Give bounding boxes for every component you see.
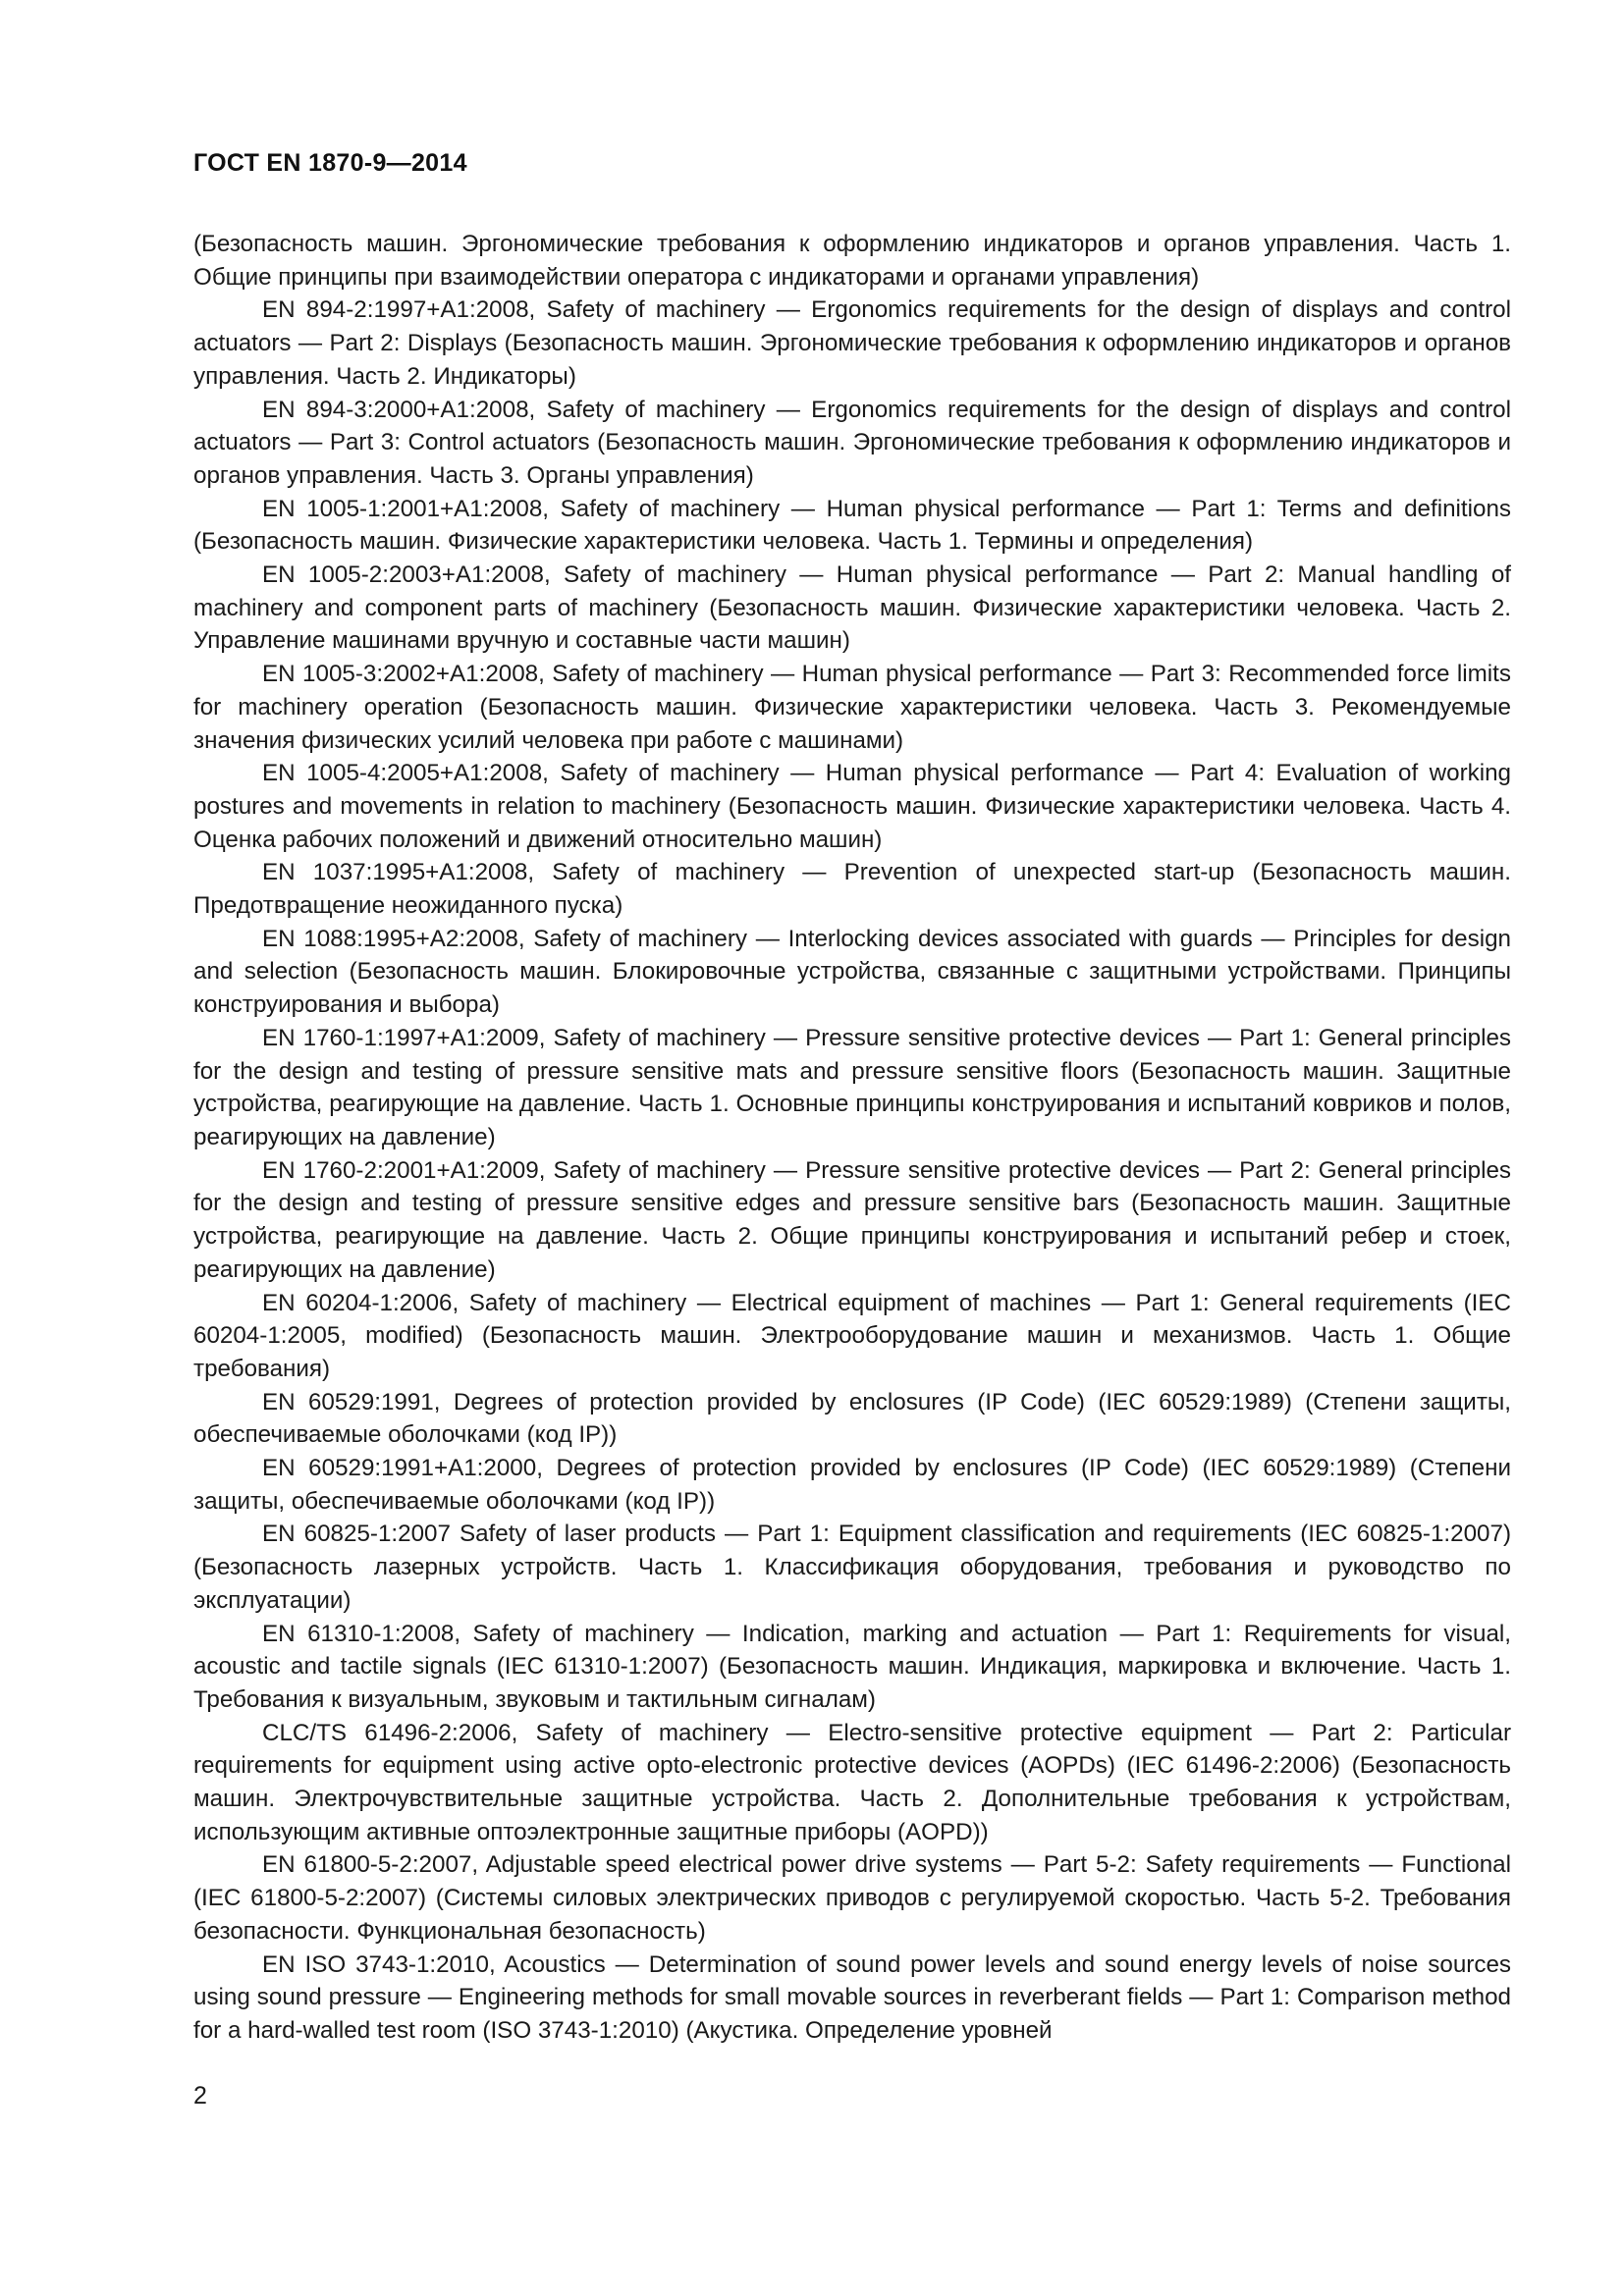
- reference-clc-ts-61496-2: CLC/TS 61496-2:2006, Safety of machinery — Electro-sensitive protective equipment — Part 2: Particular requirements for equipment using active opto-electronic protective devices (AOPDs) (IEC 61496-2:2006) (Безопасность машин. Электрочувствительные защитные устройства. Часть 2. Дополнительные требования к устройствам, использующим активные оптоэлектронные защитные приборы (AOPD)): [193, 1719, 1511, 1845]
- paragraph-continuation: (Безопасность машин. Эргономические требования к оформлению индикаторов и органов управления. Часть 1. Общие принципы при взаимодействии оператора с индикаторами и органами управления): [193, 231, 1511, 291]
- reference-en-60529-a1: EN 60529:1991+A1:2000, Degrees of protection provided by enclosures (IP Code) (IEC 60529:1989) (Степени защиты, обеспечиваемые оболочками (код IP)): [193, 1455, 1511, 1515]
- reference-en-1005-1: EN 1005-1:2001+A1:2008, Safety of machinery — Human physical performance — Part 1: Terms and definitions (Безопасность машин. Физические характеристики человека. Часть 1. Термины и определения): [193, 495, 1511, 556]
- reference-en-894-2: EN 894-2:1997+A1:2008, Safety of machinery — Ergonomics requirements for the design of displays and control actuators — Part 2: Displays (Безопасность машин. Эргономические требования к оформлению индикаторов и органов управления. Часть 2. Индикаторы): [193, 296, 1511, 390]
- document-header: ГОСТ EN 1870-9—2014: [193, 149, 467, 177]
- reference-en-iso-3743-1: EN ISO 3743-1:2010, Acoustics — Determination of sound power levels and sound energy levels of noise sources using sound pressure — Engineering methods for small movable sources in reverberant fields — Part 1: Comparison method for a hard-walled test room (ISO 3743-1:2010) (Акустика. Определение уровней: [193, 1950, 1511, 2044]
- reference-en-60529: EN 60529:1991, Degrees of protection provided by enclosures (IP Code) (IEC 60529:1989) (Степени защиты, обеспечиваемые оболочками (код IP)): [193, 1388, 1511, 1449]
- reference-en-1037: EN 1037:1995+A1:2008, Safety of machinery — Prevention of unexpected start-up (Безопасность машин. Предотвращение неожиданного пуска): [193, 859, 1511, 920]
- reference-en-1005-3: EN 1005-3:2002+A1:2008, Safety of machinery — Human physical performance — Part 3: Recommended force limits for machinery operation (Безопасность машин. Физические характеристики человека. Часть 3. Рекомендуемые значения физических усилий человека при работе с машинами): [193, 661, 1511, 754]
- reference-en-61310-1: EN 61310-1:2008, Safety of machinery — Indication, marking and actuation — Part 1: Requirements for visual, acoustic and tactile signals (IEC 61310-1:2007) (Безопасность машин. Индикация, маркировка и включение. Часть 1. Требования к визуальным, звуковым и тактильным сигналам): [193, 1620, 1511, 1713]
- reference-en-1760-2: EN 1760-2:2001+A1:2009, Safety of machinery — Pressure sensitive protective devices — Part 2: General principles for the design and testing of pressure sensitive edges and pressure sensitive bars (Безопасность машин. Защитные устройства, реагирующие на давление. Часть 2. Общие принципы конструирования и испытаний ребер и стоек, реагирующих на давление): [193, 1156, 1511, 1283]
- reference-en-894-3: EN 894-3:2000+A1:2008, Safety of machinery — Ergonomics requirements for the design of displays and control actuators — Part 3: Control actuators (Безопасность машин. Эргономические требования к оформлению индикаторов и органов управления. Часть 3. Органы управления): [193, 396, 1511, 489]
- reference-en-1088: EN 1088:1995+A2:2008, Safety of machinery — Interlocking devices associated with guards — Principles for design and selection (Безопасность машин. Блокировочные устройства, связанные с защитными устройствами. Принципы конструирования и выбора): [193, 925, 1511, 1019]
- reference-en-1005-2: EN 1005-2:2003+A1:2008, Safety of machinery — Human physical performance — Part 2: Manual handling of machinery and component parts of machinery (Безопасность машин. Физические характеристики человека. Часть 2. Управление машинами вручную и составные части машин): [193, 561, 1511, 655]
- reference-en-60204-1: EN 60204-1:2006, Safety of machinery — Electrical equipment of machines — Part 1: General requirements (IEC 60204-1:2005, modified) (Безопасность машин. Электрооборудование машин и механизмов. Часть 1. Общие требования): [193, 1289, 1511, 1382]
- reference-en-1005-4: EN 1005-4:2005+A1:2008, Safety of machinery — Human physical performance — Part 4: Evaluation of working postures and movements in relation to machinery (Безопасность машин. Физические характеристики человека. Часть 4. Оценка рабочих положений и движений относительно машин): [193, 760, 1511, 853]
- document-body: [193, 228, 1511, 2048]
- reference-en-1760-1: EN 1760-1:1997+A1:2009, Safety of machinery — Pressure sensitive protective devices — Part 1: General principles for the design and testing of pressure sensitive mats and pressure sensitive floors (Безопасность машин. Защитные устройства, реагирующие на давление. Часть 1. Основные принципы конструирования и испытаний ковриков и полов, реагирующих на давление): [193, 1024, 1511, 1150]
- reference-en-61800-5-2: EN 61800-5-2:2007, Adjustable speed electrical power drive systems — Part 5-2: Safety requirements — Functional (IEC 61800-5-2:2007) (Системы силовых электрических приводов с регулируемой скоростью. Часть 5-2. Требования безопасности. Функциональная безопасность): [193, 1851, 1511, 1945]
- reference-en-60825-1: EN 60825-1:2007 Safety of laser products — Part 1: Equipment classification and requirements (IEC 60825-1:2007) (Безопасность лазерных устройств. Часть 1. Классификация оборудования, требования и руководство по эксплуатации): [193, 1521, 1511, 1614]
- page-number: 2: [193, 2082, 207, 2109]
